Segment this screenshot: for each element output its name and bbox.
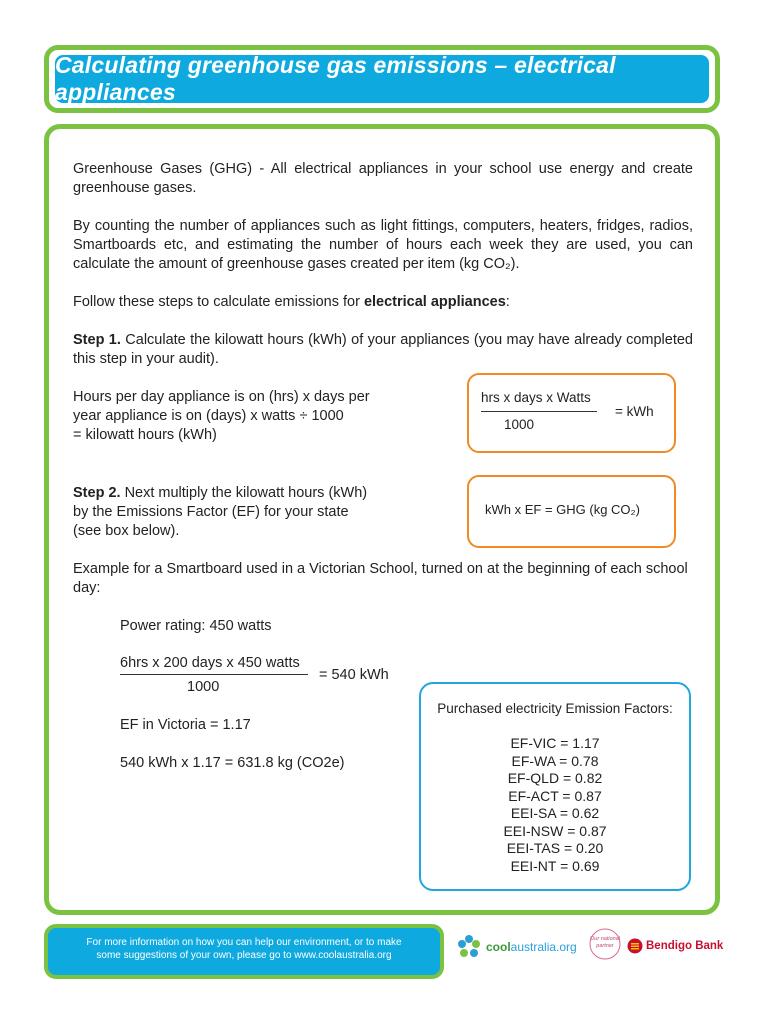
step2-label: Step 2.: [73, 485, 121, 501]
ghg-formula: kWh x EF = GHG (kg CO₂): [485, 502, 640, 517]
step2-line2: by the Emissions Factor (EF) for your state: [73, 504, 349, 520]
example-denominator: 1000: [187, 679, 220, 695]
step1-paragraph: [73, 331, 693, 369]
step2-paragraph: [73, 484, 443, 541]
ef-item: EEI-SA = 0.62: [510, 805, 600, 821]
ef-item: EF-QLD = 0.82: [507, 770, 603, 786]
step2-line1: Next multiply the kilowatt hours (kWh): [120, 485, 368, 501]
example-ef-victoria: EF in Victoria = 1.17: [120, 717, 251, 733]
example-intro: Example for a Smartboard used in a Victorian School, turned on at the beginning of each school day:: [73, 561, 688, 596]
national-partner-seal: [588, 927, 622, 961]
cool-prefix: cool: [486, 940, 511, 954]
seal-text: [588, 936, 622, 950]
cool-australia-flower-icon: [456, 934, 482, 960]
cool-australia-logo[interactable]: [456, 930, 584, 964]
intro-p3-suffix: :: [505, 294, 510, 310]
intro-p3-prefix: Follow these steps to calculate emissions for: [73, 294, 364, 310]
kwh-formula-denominator: 1000: [504, 417, 535, 432]
intro-paragraph-3: [73, 293, 693, 312]
emission-factors-heading: Purchased electricity Emission Factors:: [437, 701, 673, 716]
bendigo-bank-emblem-icon: [627, 938, 643, 954]
ef-item: EF-VIC = 1.17: [510, 735, 600, 751]
ef-item: EEI-NSW = 0.87: [503, 822, 607, 839]
footer-info-box: [44, 924, 444, 979]
footer-line1: For more information on how you can help our environment, or to make: [86, 937, 402, 948]
step1-explanation: [73, 388, 433, 445]
cool-suffix: australia.org: [510, 940, 577, 954]
bendigo-bank-wordmark: Bendigo Bank: [646, 940, 724, 952]
intro-paragraph-2: By counting the number of appliances such as light fittings, computers, heaters, fridges, radios, Smartboards etc, and estimating the number of hours each week they are used, you can calculate the amount of greenhouse gases created per item (kg CO₂).: [73, 218, 693, 272]
kwh-formula-box: [467, 373, 676, 453]
intro-paragraph-1: Greenhouse Gases (GHG) - All electrical appliances in your school use energy and create greenhouse gases.: [73, 161, 693, 196]
example-numerator: 6hrs x 200 days x 450 watts: [120, 655, 300, 671]
footer-line2: some suggestions of your own, please go to www.coolaustralia.org: [96, 950, 392, 961]
step1-explanation-line3: = kilowatt hours (kWh): [73, 427, 217, 443]
bendigo-bank-logo[interactable]: [627, 932, 732, 960]
ef-item: EF-ACT = 0.87: [508, 787, 602, 804]
page-title: Calculating greenhouse gas emissions – electrical appliances: [55, 52, 616, 105]
cool-australia-wordmark: [486, 940, 577, 954]
ghg-formula-box: [467, 475, 676, 548]
emission-factors-list: [421, 735, 689, 875]
kwh-formula-fraction-bar: [481, 411, 597, 412]
step1-text: Calculate the kilowatt hours (kWh) of your appliances (you may have already completed this step in your audit).: [73, 332, 693, 367]
ef-item: EF-WA = 0.78: [511, 752, 599, 769]
example-calculation: 540 kWh x 1.17 = 631.8 kg (CO2e): [120, 755, 345, 771]
example-fraction-bar: [120, 674, 308, 675]
step1-explanation-line1: Hours per day appliance is on (hrs) x days per: [73, 389, 370, 405]
kwh-formula-result: = kWh: [615, 404, 654, 419]
step1-explanation-line2: year appliance is on (days) x watts ÷ 1000: [73, 408, 344, 424]
intro-p3-bold: electrical appliances: [363, 294, 506, 310]
title-banner-fill: [55, 52, 709, 105]
seal-line1: Our national: [590, 936, 620, 942]
kwh-formula-numerator: hrs x days x Watts: [481, 390, 591, 405]
footer-text: [56, 936, 432, 962]
ef-item: EEI-TAS = 0.20: [506, 840, 604, 856]
example-result: = 540 kWh: [319, 667, 389, 683]
emission-factors-box: [419, 682, 691, 891]
ef-item: EEI-NT = 0.69: [510, 857, 600, 874]
step2-line3: (see box below).: [73, 523, 180, 539]
title-banner: [44, 45, 720, 113]
step1-label: Step 1.: [73, 332, 121, 348]
example-power-rating: Power rating: 450 watts: [120, 618, 272, 634]
seal-line2: partner: [596, 943, 614, 949]
